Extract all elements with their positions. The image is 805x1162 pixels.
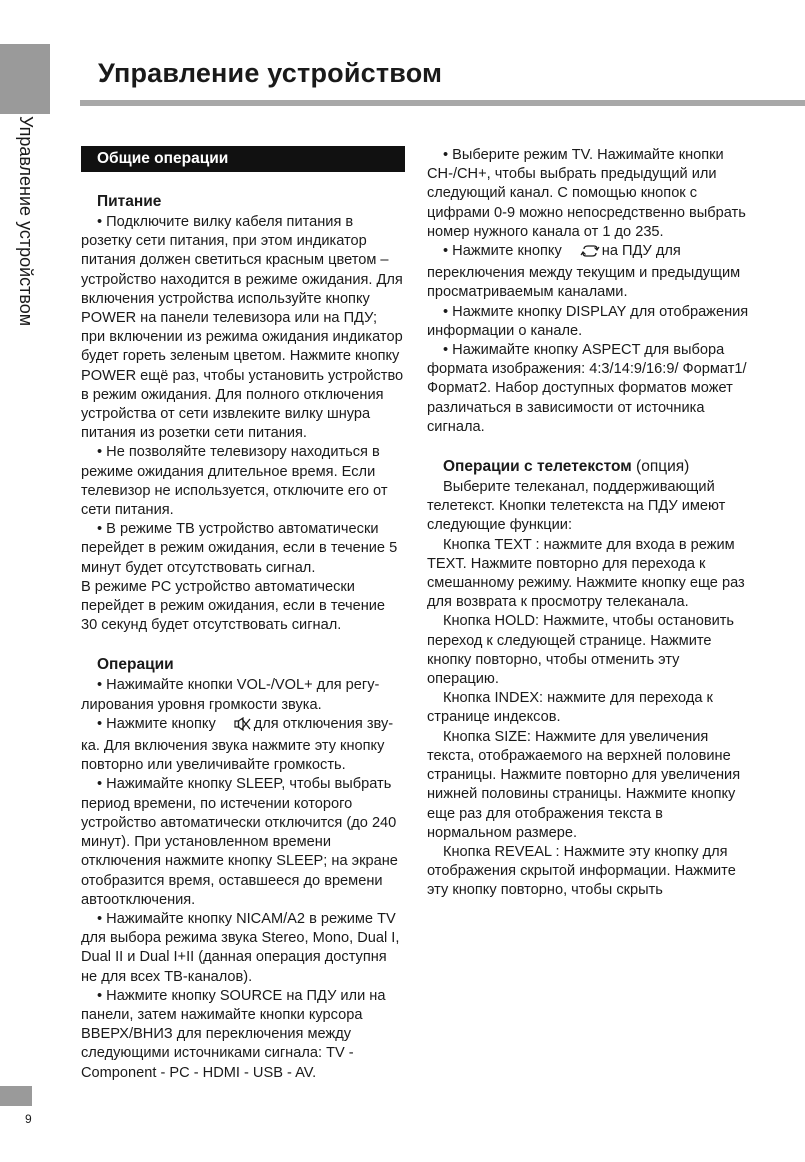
page-number: 9: [25, 1112, 32, 1126]
side-tab-label: Управление устройством: [16, 116, 36, 327]
ops-paragraph-2-end: для отключения звука. Для включения звука нажмите эту кнопку повторно или увеличивайте громкость.: [81, 715, 394, 774]
heading-teletext-title: Операции с телетекстом: [443, 458, 632, 476]
heading-teletext: [427, 457, 751, 477]
left-column: [81, 146, 405, 1083]
ops-paragraph-2-start: • Нажмите кнопку: [97, 715, 216, 732]
ops-paragraph-9: • Нажимайте кнопку ASPECT для выбора формата изображения: 4:3/14:9/16:9/ Формат1/Формат2. Набор доступных форматов может различаться в зависимости от источника сигнала.: [427, 342, 747, 435]
teletext-paragraph-3: Кнопка HOLD: Нажмите, чтобы остановить переход к следующей странице. Нажмите кнопку повторно, чтобы отменить эту операцию.: [427, 613, 735, 688]
mute-icon: [218, 717, 252, 737]
section-bar-general: Общие операции: [81, 146, 405, 172]
heading-operations: Операции: [97, 656, 174, 674]
power-paragraph-4: В режиме PC устройство автоматически перейдет в режим ожидания, если в течение 30 секунд будет отсутствовать сигнал.: [81, 578, 386, 634]
page-number-tab: [0, 1086, 32, 1106]
heading-teletext-option: (опция): [636, 458, 690, 476]
ops-paragraph-7-start: • Нажмите кнопку: [443, 243, 562, 260]
power-paragraph-2: • Не позволяйте телевизору находиться в режиме ожидания длительное время. Если телевизор не используется, отключите его от сети питания.: [81, 444, 388, 519]
right-column: [427, 146, 751, 901]
teletext-paragraph-5: Кнопка SIZE: Нажмите для увеличения текста, отображаемого на верхней половине страницы. Нажмите повторно для увеличения нижней половины страницы. Нажмите кнопку еще раз для отображения текста в нормальном размере.: [427, 728, 741, 841]
ops-paragraph-3: • Нажимайте кнопку SLEEP, чтобы выбрать период времени, по истечении которого устройство автоматически отключится (до 240 минут). При установленном времени отключения нажмите кнопку SLEEP; на экране отобразится время, оставшееся до времени автоотключения.: [81, 776, 398, 908]
ops-paragraph-7-end: на ПДУ для переключения между текущим и предыдущим просматриваемым каналами.: [427, 243, 741, 301]
ops-paragraph-8: • Нажмите кнопку DISPLAY для отображения информации о канале.: [427, 303, 749, 339]
teletext-paragraph-4: Кнопка INDEX: нажмите для перехода к странице индексов.: [427, 690, 713, 726]
title-rule: [80, 100, 805, 106]
channel-return-icon: [564, 244, 600, 264]
teletext-paragraph-2: Кнопка TEXT : нажмите для входа в режим TEXT. Нажмите повторно для перехода к смешанному режиму. Нажмите кнопку еще раз для возврата к просмотру телеканала.: [427, 536, 745, 611]
ops-paragraph-7: [427, 242, 751, 303]
ops-paragraph-1: • Нажимайте кнопки VOL-/VOL+ для регулирования уровня громкости звука.: [81, 677, 380, 713]
ops-paragraph-5: • Нажмите кнопку SOURCE на ПДУ или на панели, затем нажимайте кнопки курсора ВВЕРХ/ВНИЗ для переключения между следующими источниками сигнала: TV - Component - PC - HDMI - USB - AV.: [81, 987, 386, 1081]
power-paragraph-3: • В режиме ТВ устройство автоматически перейдет в режим ожидания, если в течение 5 минут будет отсутствовать сигнал.: [81, 521, 398, 576]
heading-power: Питание: [97, 193, 162, 210]
power-paragraph-1: • Подключите вилку кабеля питания в розетку сети питания, при этом индикатор питания должен светиться красным цветом – устройство находится в режиме ожидания. Для включения устройства используйте кнопку POWER на панели телевизора или на ПДУ; при включении из режима ожидания индикатор будет гореть зеленым цветом. Нажмите кнопку POWER ещё раз, чтобы установить устройство в режим ожидания. Для полного отключения устройства от сети извлеките вилку шнура питания из розетки сети питания.: [81, 214, 404, 442]
page-title: Управление устройством: [98, 58, 443, 88]
ops-paragraph-6: • Выберите режим TV. Нажимайте кнопки CH-/CH+, чтобы выбрать предыдущий или следующий канал. С помощью кнопок с цифрами 0-9 можно непосредственно выбрать номер нужного канала от 1 до 235.: [427, 147, 746, 240]
ops-paragraph-2: [81, 715, 405, 776]
side-tab-block: [0, 44, 50, 114]
ops-paragraph-4: • Нажимайте кнопку NICAM/A2 в режиме TV для выбора режима звука Stereo, Mono, Dual I, Dual II и Dual I+II (данная операция доступня не для всех ТВ-каналов).: [81, 910, 400, 985]
teletext-paragraph-6: Кнопка REVEAL : Нажмите эту кнопку для отображения скрытой информации. Нажмите эту кнопку повторно, чтобы скрыть: [427, 843, 736, 899]
teletext-paragraph-1: Выберите телеканал, поддерживающий телетекст. Кнопки телетекста на ПДУ имеют следующие функции:: [427, 479, 726, 534]
